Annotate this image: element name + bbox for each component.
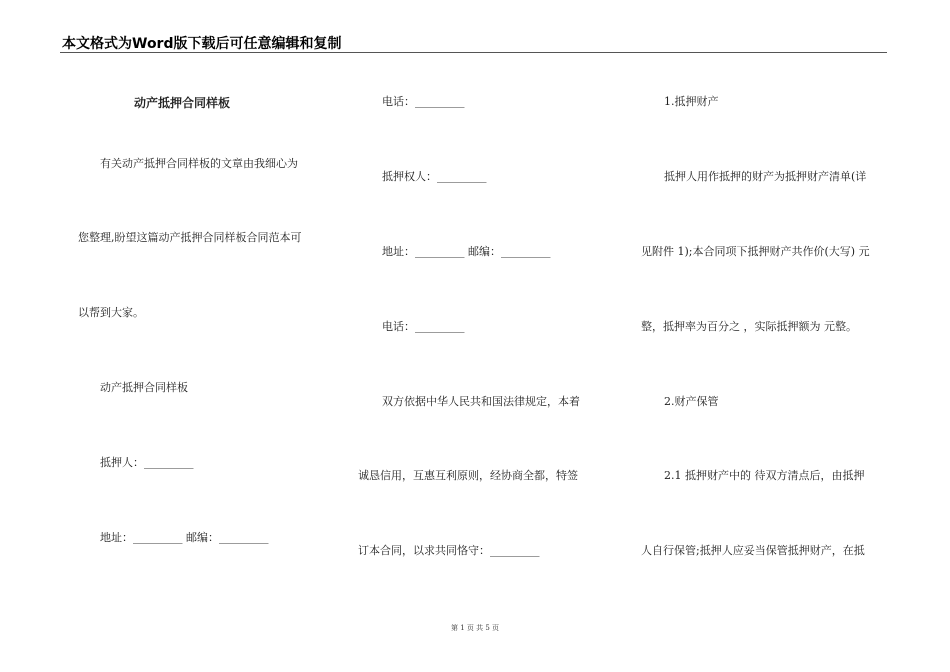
- phone-field: 电话：_________: [382, 95, 465, 108]
- paragraph-line: 整，抵押率为百分之 ，实际抵押额为 元整。: [641, 320, 857, 333]
- paragraph-line: 有关动产抵押合同样板的文章由我细心为: [100, 157, 298, 170]
- clause-heading: 1.抵押财产: [664, 95, 719, 108]
- page-number: 第 1 页 共 5 页: [450, 624, 500, 632]
- header-divider: [60, 52, 887, 53]
- paragraph-line: 双方依据中华人民共和国法律规定，本着: [382, 395, 580, 408]
- paragraph-line: 2.1 抵押财产中的 待双方清点后，由抵押: [664, 469, 865, 482]
- paragraph-line: 人自行保管;抵押人应妥当保管抵押财产，在抵: [641, 544, 865, 557]
- address-field: 地址：_________ 邮编：_________: [382, 245, 551, 258]
- paragraph-line: 抵押人用作抵押的财产为抵押财产清单(详: [664, 170, 867, 183]
- section-heading: 动产抵押合同样板: [100, 381, 188, 394]
- paragraph-line: 以帮到大家。: [78, 306, 144, 319]
- paragraph-line: 您整理,盼望这篇动产抵押合同样板合同范本可: [78, 231, 302, 244]
- document-header: 本文格式为Word版下载后可任意编辑和复制: [62, 36, 342, 52]
- mortgagee-field: 抵押权人：_________: [382, 170, 487, 183]
- paragraph-line: 见附件 1);本合同项下抵押财产共作价(大写) 元: [641, 245, 870, 258]
- document-title: 动产抵押合同样板: [134, 96, 231, 110]
- mortgagor-field: 抵押人：_________: [100, 456, 194, 469]
- address-field: 地址：_________ 邮编：_________: [100, 531, 269, 544]
- paragraph-line: 诚恳信用，互惠互利原则，经协商全都，特签: [358, 469, 578, 482]
- paragraph-line: 订本合同，以求共同恪守：_________: [358, 544, 540, 557]
- clause-heading: 2.财产保管: [664, 395, 719, 408]
- phone-field: 电话：_________: [382, 320, 465, 333]
